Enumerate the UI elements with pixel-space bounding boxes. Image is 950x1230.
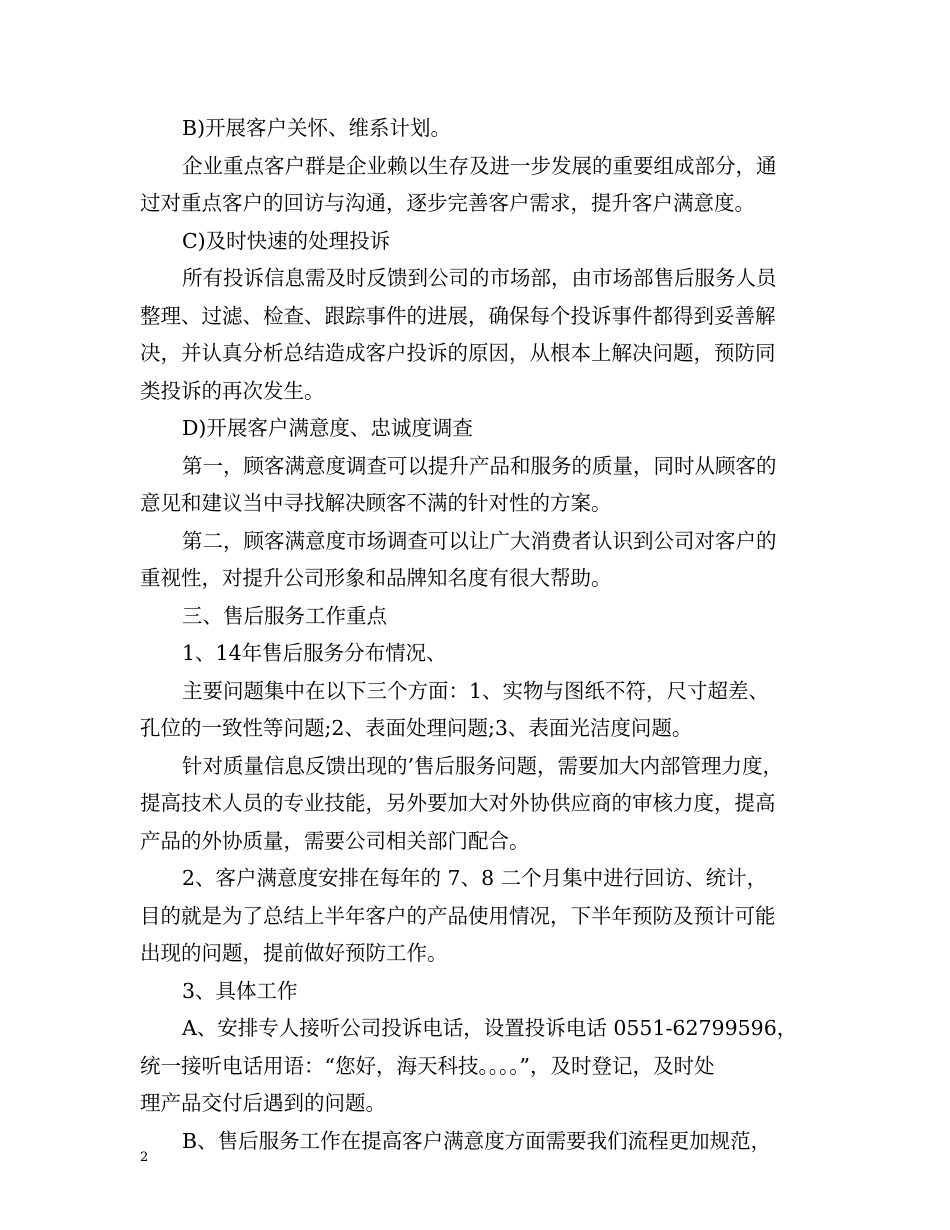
paragraph-line: 整理、过滤、检查、跟踪事件的进展，确保每个投诉事件都得到妥善解	[140, 303, 776, 328]
paragraph-line: 重视性，对提升公司形象和品牌知名度有很大帮助。	[140, 566, 612, 590]
paragraph-line: 类投诉的再次发生。	[140, 378, 325, 403]
heading-line: 1、14年售后服务分布情况、	[182, 641, 447, 665]
paragraph-line: 产品的外协质量，需要公司相关部门配合。	[140, 828, 530, 853]
paragraph-line: 出现的问题，提前做好预防工作。	[140, 941, 448, 965]
paragraph-line: A、安排专人接听公司投诉电话，设置投诉电话 0551-62799596，	[182, 1016, 798, 1040]
paragraph-line: 第一，顾客满意度调查可以提升产品和服务的质量，同时从顾客的	[182, 453, 777, 478]
paragraph-line: 过对重点客户的回访与沟通，逐步完善客户需求，提升客户满意度。	[140, 191, 755, 215]
section-heading: 三、售后服务工作重点	[182, 603, 387, 628]
paragraph-line: 所有投诉信息需及时反馈到公司的市场部，由市场部售后服务人员	[182, 266, 777, 290]
paragraph-line: 目的就是为了总结上半年客户的产品使用情况，下半年预防及预计可能	[140, 903, 776, 928]
paragraph-line: B、售后服务工作在提高客户满意度方面需要我们流程更加规范，	[182, 1128, 772, 1153]
page-number: 2	[140, 1150, 149, 1165]
paragraph-line: 企业重点客户群是企业赖以生存及进一步发展的重要组成部分，通	[182, 153, 777, 178]
paragraph-line: 统一接听电话用语：“您好，海天科技。。。。”，及时登记，及时处	[140, 1053, 715, 1078]
paragraph-line: 2、客户满意度安排在每年的 7、8 二个月集中进行回访、统计，	[182, 866, 768, 890]
paragraph-line: 针对质量信息反馈出现的’售后服务问题，需要加大内部管理力度，	[182, 753, 784, 778]
paragraph-line: 理产品交付后遇到的问题。	[140, 1091, 386, 1115]
paragraph-line: 决，并认真分析总结造成客户投诉的原因，从根本上解决问题，预防同	[140, 341, 776, 365]
heading-line: B)开展客户关怀、维系计划。	[182, 116, 452, 140]
paragraph-line: 提高技术人员的专业技能，另外要加大对外协供应商的审核力度，提高	[140, 791, 776, 815]
paragraph-line: 意见和建议当中寻找解决顾客不满的针对性的方案。	[140, 491, 612, 515]
document-body	[140, 110, 830, 1160]
heading-line: C)及时快速的处理投诉	[182, 228, 391, 253]
paragraph-line: 主要问题集中在以下三个方面：1、实物与图纸不符，尺寸超差、	[182, 678, 770, 703]
paragraph-line: 孔位的一致性等问题;2、表面处理问题;3、表面光洁度问题。	[140, 716, 693, 740]
heading-line: D)开展客户满意度、忠诚度调查	[182, 416, 473, 440]
heading-line: 3、具体工作	[182, 978, 298, 1003]
paragraph-line: 第二，顾客满意度市场调查可以让广大消费者认识到公司对客户的	[182, 528, 777, 553]
